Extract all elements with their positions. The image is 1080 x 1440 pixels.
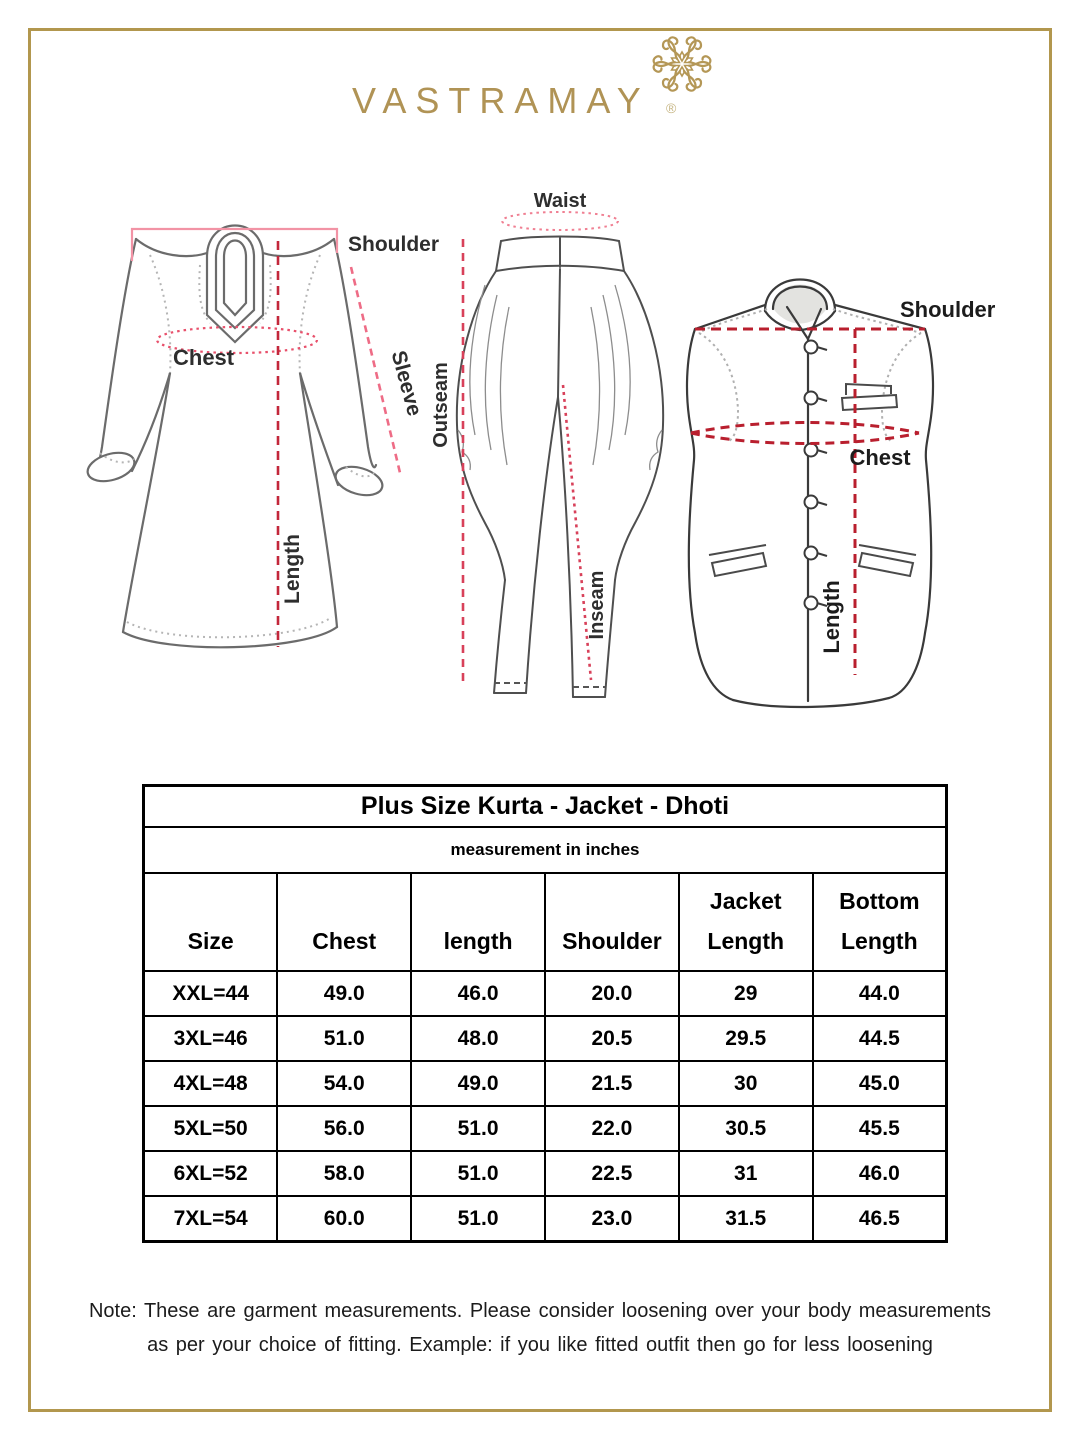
brand-logo-text: VASTRAMAY — [352, 80, 650, 121]
table-header-row — [144, 873, 947, 971]
table-subtitle: measurement in inches — [144, 827, 947, 873]
jacket-length-cell: 29.5 — [679, 1016, 813, 1061]
table-row-xxl — [144, 971, 947, 1016]
size-cell: 4XL=48 — [144, 1061, 278, 1106]
chest-cell: 56.0 — [277, 1106, 411, 1151]
jacket-length-cell: 31.5 — [679, 1196, 813, 1242]
shoulder-cell: 22.5 — [545, 1151, 679, 1196]
kurta-outline — [84, 226, 385, 648]
jacket-chest-line-upper — [691, 423, 919, 434]
length-cell: 51.0 — [411, 1196, 545, 1242]
chest-cell: 60.0 — [277, 1196, 411, 1242]
bottom-length-cell: 46.0 — [813, 1151, 947, 1196]
dhoti-waist-line — [502, 212, 618, 230]
kurta-shoulder-label: Shoulder — [348, 233, 440, 256]
measurement-note — [55, 1294, 1025, 1362]
shoulder-cell: 22.0 — [545, 1106, 679, 1151]
kurta-sleeve-label: Sleeve — [386, 348, 427, 419]
size-chart-table — [142, 784, 948, 1243]
brand-flower-icon — [652, 34, 712, 92]
column-header-size: Size — [144, 873, 278, 971]
bottom-length-cell: 44.0 — [813, 971, 947, 1016]
size-cell: 5XL=50 — [144, 1106, 278, 1151]
column-header-shoulder: Shoulder — [545, 873, 679, 971]
kurta-measurement-diagram — [70, 195, 460, 755]
kurta-length-label: Length — [281, 534, 304, 604]
dhoti-outline — [457, 237, 663, 698]
jacket-measurement-diagram — [675, 245, 1010, 715]
size-cell: 3XL=46 — [144, 1016, 278, 1061]
bottom-length-cell: 45.5 — [813, 1106, 947, 1151]
dhoti-waist-label: Waist — [533, 190, 587, 212]
jacket-length-cell: 29 — [679, 971, 813, 1016]
chest-cell: 54.0 — [277, 1061, 411, 1106]
shoulder-cell: 20.5 — [545, 1016, 679, 1061]
dhoti-hem-stitch — [494, 683, 605, 687]
bottom-length-cell: 45.0 — [813, 1061, 947, 1106]
length-cell: 46.0 — [411, 971, 545, 1016]
jacket-chest-label: Chest — [849, 445, 911, 470]
length-cell: 51.0 — [411, 1106, 545, 1151]
length-cell: 49.0 — [411, 1061, 545, 1106]
dhoti-inseam-label: Inseam — [586, 570, 608, 640]
shoulder-cell: 20.0 — [545, 971, 679, 1016]
size-cell: 7XL=54 — [144, 1196, 278, 1242]
table-title-row — [144, 786, 947, 828]
column-header-chest: Chest — [277, 873, 411, 971]
jacket-length-cell: 30.5 — [679, 1106, 813, 1151]
registered-trademark: ® — [666, 100, 677, 116]
table-row-4xl — [144, 1061, 947, 1106]
note-line-1: Note: These are garment measurements. Please consider loosening over your body measurements — [88, 1300, 992, 1322]
bottom-length-cell: 46.5 — [813, 1196, 947, 1242]
dhoti-measurement-diagram — [425, 185, 675, 730]
jacket-length-cell: 30 — [679, 1061, 813, 1106]
size-cell: 6XL=52 — [144, 1151, 278, 1196]
shoulder-cell: 23.0 — [545, 1196, 679, 1242]
column-header-jacket-length: Jacket Length — [679, 873, 813, 971]
table-row-3xl — [144, 1016, 947, 1061]
column-header-length: length — [411, 873, 545, 971]
table-row-7xl — [144, 1196, 947, 1242]
chest-cell: 49.0 — [277, 971, 411, 1016]
chest-cell: 58.0 — [277, 1151, 411, 1196]
length-cell: 48.0 — [411, 1016, 545, 1061]
table-title: Plus Size Kurta - Jacket - Dhoti — [144, 786, 947, 828]
bottom-length-cell: 44.5 — [813, 1016, 947, 1061]
kurta-chest-label: Chest — [173, 345, 235, 370]
dhoti-outseam-label: Outseam — [430, 362, 452, 448]
jacket-length-label: Length — [819, 580, 844, 654]
jacket-collar-fill — [772, 285, 828, 324]
column-header-bottom-length: Bottom Length — [813, 873, 947, 971]
table-subtitle-row — [144, 827, 947, 873]
jacket-shoulder-label: Shoulder — [900, 297, 996, 322]
size-cell: XXL=44 — [144, 971, 278, 1016]
table-row-6xl — [144, 1151, 947, 1196]
length-cell: 51.0 — [411, 1151, 545, 1196]
table-row-5xl — [144, 1106, 947, 1151]
chest-cell: 51.0 — [277, 1016, 411, 1061]
shoulder-cell: 21.5 — [545, 1061, 679, 1106]
note-line-2: as per your choice of fitting. Example: if you like fitted outfit then go for less loosening — [147, 1334, 933, 1356]
jacket-length-cell: 31 — [679, 1151, 813, 1196]
